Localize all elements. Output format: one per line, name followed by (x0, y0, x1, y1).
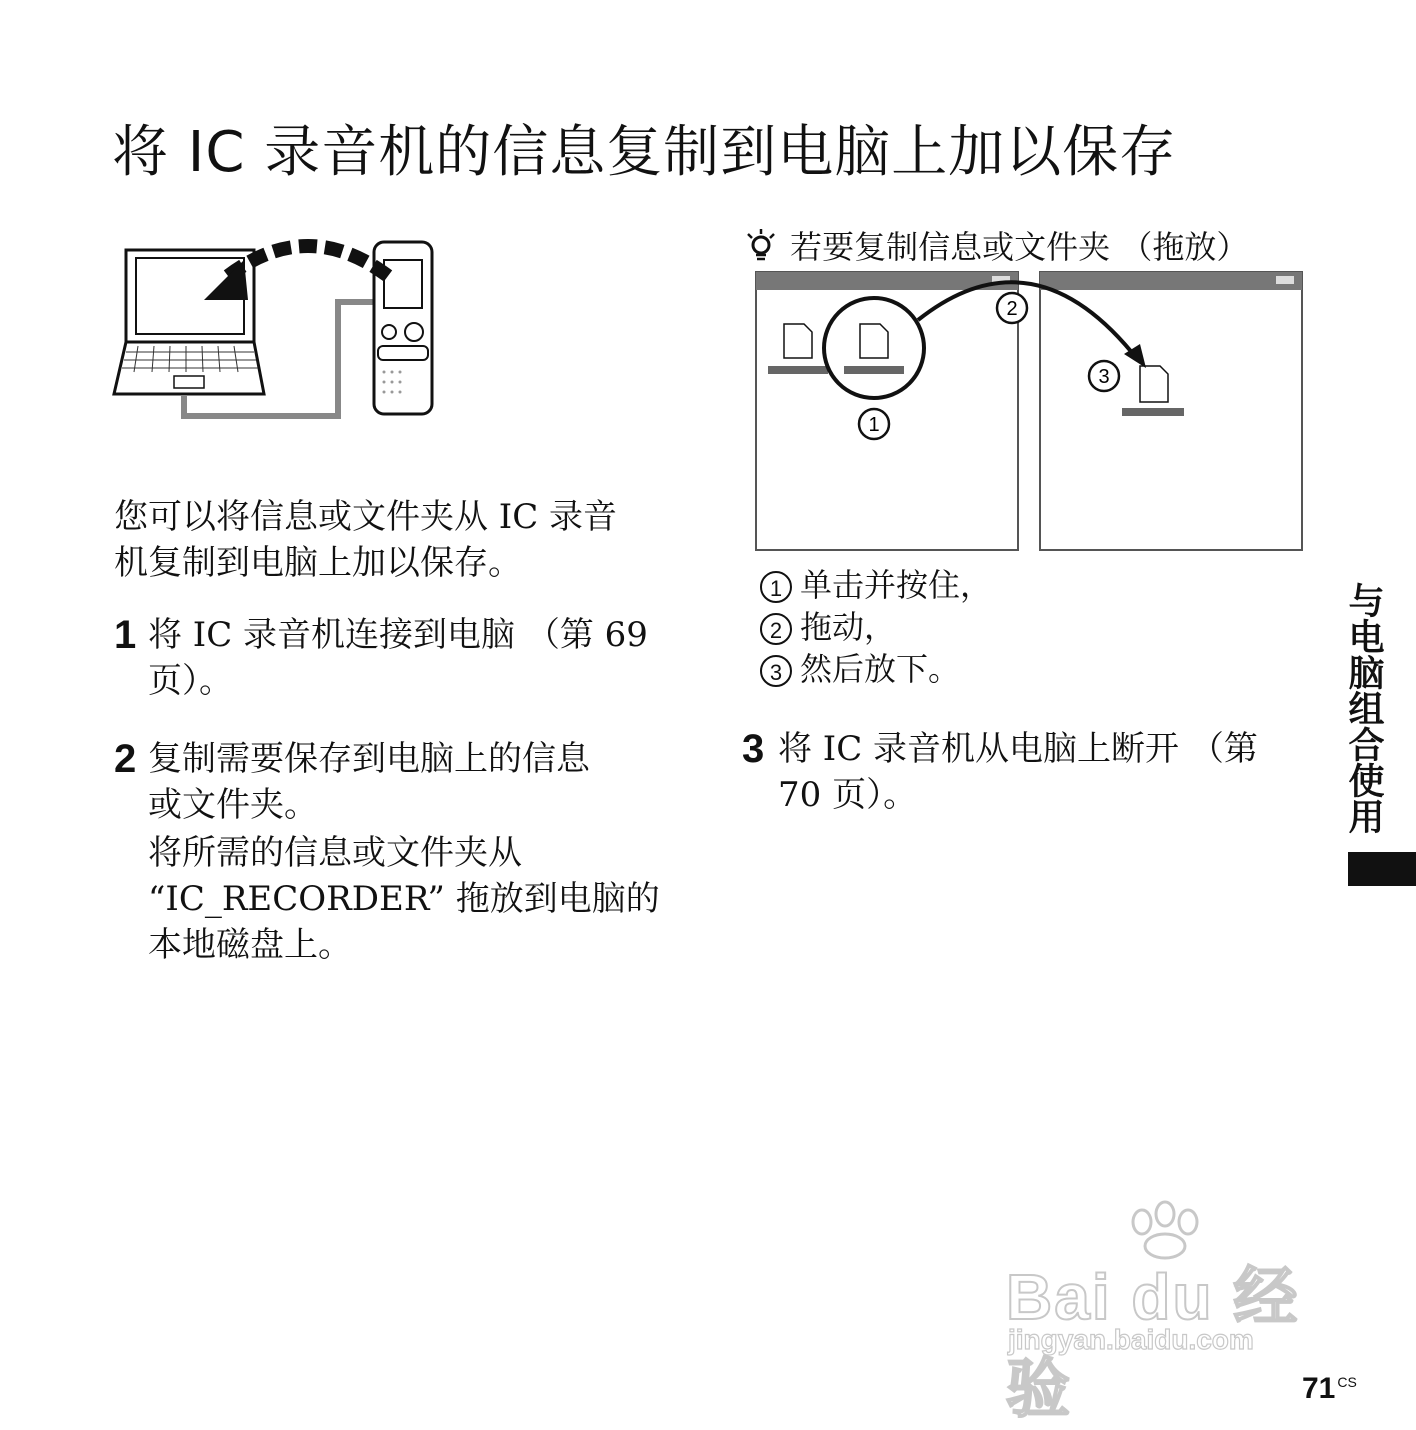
marker-2-label: 2 (1006, 298, 1018, 320)
page-language-suffix: CS (1337, 1374, 1357, 1390)
page-title: 将 IC 录音机的信息复制到电脑上加以保存 (112, 120, 1177, 185)
tip-list (760, 564, 992, 690)
step-number: 1 (114, 613, 137, 657)
step-detail-line: “IC_RECORDER” 拖放到电脑的 (148, 879, 660, 919)
marker-1-label: 1 (868, 414, 880, 436)
step-line: 将 IC 录音机连接到电脑 （第 69 (148, 615, 648, 655)
tip-item-marker: 2 (760, 613, 792, 645)
step-line: 70 页）。 (778, 775, 918, 815)
watermark-brand: Bai du 经验 (1006, 1261, 1300, 1425)
tip-item-marker: 1 (760, 571, 792, 603)
tip-item-text: 然后放下。 (800, 650, 961, 688)
tip-item-text: 单击并按住， (800, 566, 993, 604)
lightbulb-icon (742, 228, 790, 266)
step-3 (742, 726, 1322, 818)
step-detail-line: 本地磁盘上。 (148, 925, 352, 965)
step-line: 复制需要保存到电脑上的信息 (148, 739, 590, 779)
tip-title: 若要复制信息或文件夹 （拖放） (790, 228, 1249, 266)
step-line: 或文件夹。 (148, 785, 318, 825)
step-line: 页）。 (148, 661, 233, 701)
page-number (1302, 1372, 1357, 1406)
step-number: 3 (742, 727, 765, 771)
marker-2 (997, 293, 1027, 323)
drag-drop-illustration (754, 268, 1306, 554)
tip-item (760, 648, 992, 690)
tip-header (742, 222, 1248, 268)
laptop-recorder-illustration (108, 236, 444, 422)
marker-3-label: 3 (1098, 366, 1110, 388)
page-number-value: 71 (1302, 1372, 1336, 1405)
section-side-label: 与电脑组合使用 (1343, 582, 1384, 834)
watermark-url: jingyan.baidu.com (1008, 1324, 1254, 1355)
tip-item-text: 拖动， (800, 608, 897, 646)
step-2 (114, 736, 694, 968)
step-detail-line: 将所需的信息或文件夹从 (148, 833, 522, 873)
tip-item (760, 564, 992, 606)
tip-item-marker: 3 (760, 655, 792, 687)
marker-1 (859, 409, 889, 439)
intro-line: 机复制到电脑上加以保存。 (114, 543, 522, 583)
step-number: 2 (114, 737, 137, 781)
section-tab-marker (1348, 852, 1416, 886)
tip-item (760, 606, 992, 648)
step-line: 将 IC 录音机从电脑上断开 （第 (778, 729, 1258, 769)
step-1 (114, 612, 694, 704)
marker-3 (1089, 361, 1119, 391)
intro-paragraph (114, 494, 684, 586)
intro-line: 您可以将信息或文件夹从 IC 录音 (114, 497, 618, 537)
